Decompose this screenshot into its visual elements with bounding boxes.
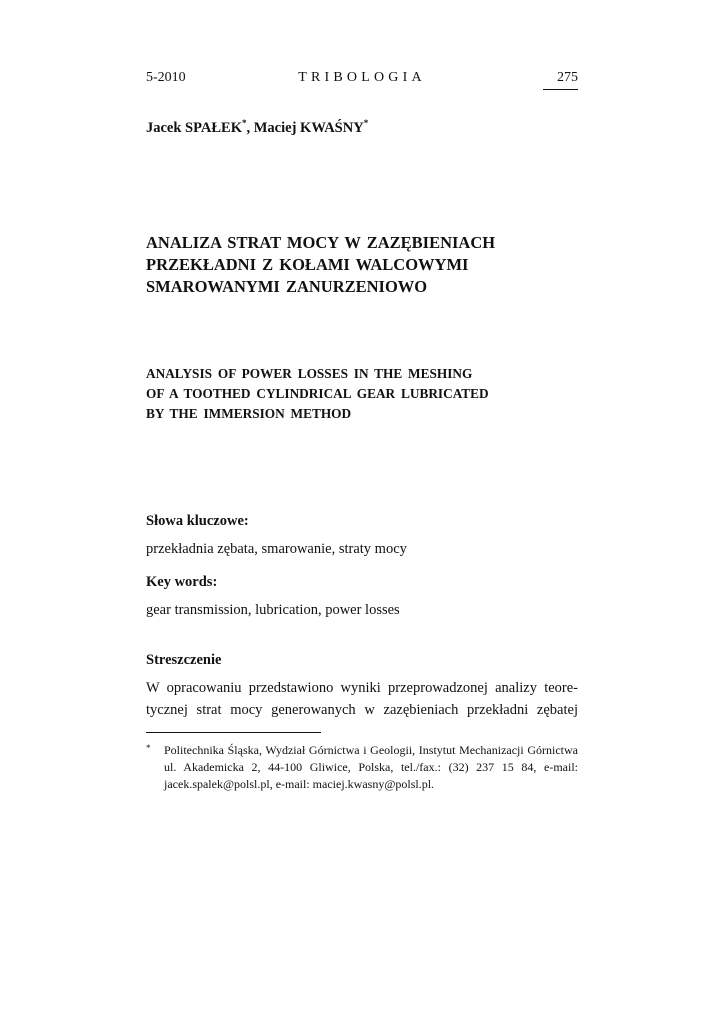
- title-line: OF A TOOTHED CYLINDRICAL GEAR LUBRICATED: [146, 386, 489, 401]
- abstract-line: W opracowaniu przedstawiono wyniki przeprowadzonej analizy teore-: [146, 680, 578, 696]
- footnote-mark: *: [146, 743, 151, 753]
- footnote-text: [164, 742, 578, 793]
- keywords-en-text: gear transmission, lubrication, power losses: [146, 602, 400, 618]
- title-line: ANALIZA STRAT MOCY W ZAZĘBIENIACH: [146, 233, 496, 252]
- footnote-line: jacek.spalek@polsl.pl, e-mail: maciej.kwasny@polsl.pl.: [164, 777, 435, 791]
- keywords-en-heading: Key words:: [146, 574, 218, 590]
- abstract-body: [146, 677, 578, 721]
- abstract-heading: Streszczenie: [146, 652, 222, 668]
- footnote-line: Politechnika Śląska, Wydział Górnictwa i Geologii, Instytut Mechanizacji Górnictwa: [164, 743, 578, 757]
- footnote-line: ul. Akademicka 2, 44-100 Gliwice, Polska, tel./fax.: (32) 237 15 84, e-mail:: [164, 760, 578, 774]
- abstract-line: tycznej strat mocy generowanych w zazębieniach przekładni zębatej: [146, 702, 578, 718]
- title-line: SMAROWANYMI ZANURZENIOWO: [146, 277, 428, 296]
- footnote-rule: [146, 732, 321, 733]
- author-name: Jacek SPAŁEK: [146, 120, 242, 136]
- title-line: BY THE IMMERSION METHOD: [146, 406, 352, 421]
- author-separator: ,: [246, 120, 254, 136]
- page-number: 275: [557, 70, 578, 85]
- author-affiliation-mark: *: [363, 118, 369, 128]
- title-line: PRZEKŁADNI Z KOŁAMI WALCOWYMI: [146, 255, 469, 274]
- page-number-underline: [543, 89, 578, 90]
- running-header: [146, 70, 578, 90]
- author-name: Maciej KWAŚNY: [253, 120, 364, 136]
- journal-name: TRIBOLOGIA: [298, 70, 426, 85]
- author-affiliation-mark: *: [242, 118, 247, 128]
- title-line: ANALYSIS OF POWER LOSSES IN THE MESHING: [146, 366, 473, 381]
- keywords-pl-heading: Słowa kluczowe:: [146, 513, 249, 529]
- title-polish: [146, 232, 586, 298]
- keywords-pl-text: przekładnia zębata, smarowanie, straty mocy: [146, 541, 407, 557]
- author-line: [146, 120, 368, 137]
- issue-number: 5-2010: [146, 70, 186, 85]
- title-english: [146, 364, 586, 424]
